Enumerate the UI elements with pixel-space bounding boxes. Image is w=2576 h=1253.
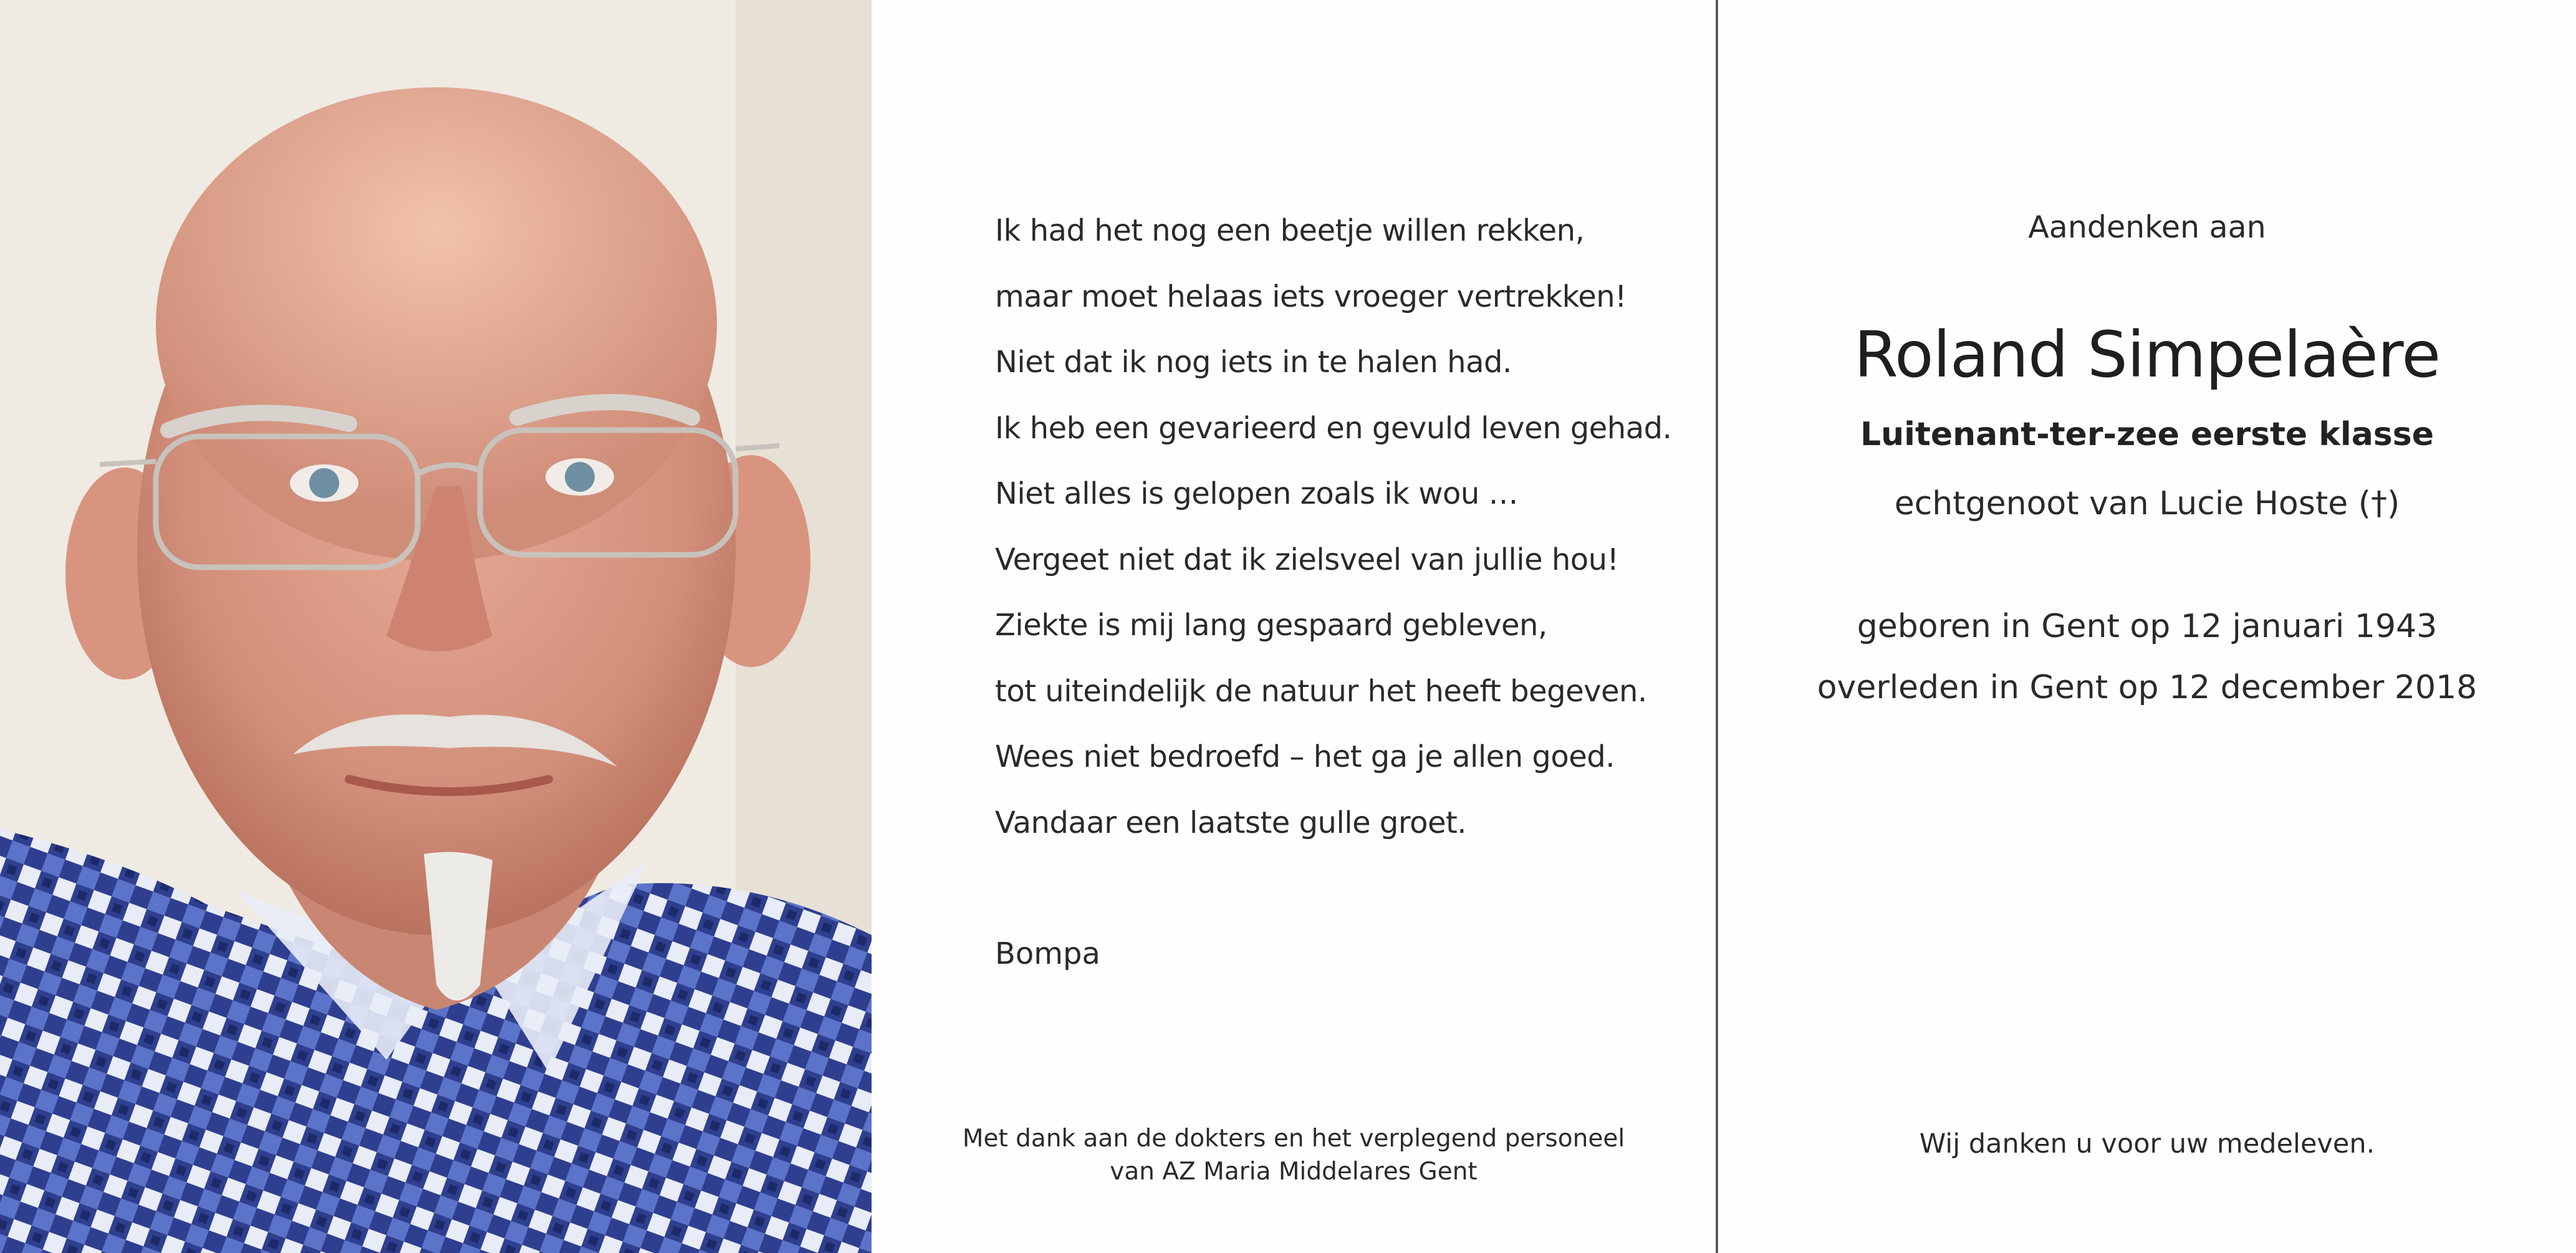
spouse-line: echtgenoot van Lucie Hoste (†) — [1894, 485, 2400, 522]
poem-line: Ik heb een gevarieerd en gevuld leven gehad. — [995, 410, 1672, 446]
birth-line: geboren in Gent op 12 januari 1943 — [1857, 608, 2438, 645]
poem-signature: Bompa — [995, 936, 1100, 971]
thanks-doctors-line: Met dank aan de dokters en het verplegend personeel — [962, 1125, 1625, 1153]
poem-line: Ik had het nog een beetje willen rekken, — [995, 213, 1585, 248]
portrait-photo — [0, 0, 872, 1253]
poem-line: tot uiteindelijk de natuur het heeft begeven. — [995, 673, 1647, 709]
memorial-panel — [1718, 0, 2576, 1253]
death-line: overleden in Gent op 12 december 2018 — [1817, 669, 2477, 706]
thanks-sympathy: Wij danken u voor uw medeleven. — [1919, 1128, 2375, 1159]
remember-heading: Aandenken aan — [2028, 209, 2266, 245]
poem-line: Vandaar een laatste gulle groet. — [995, 805, 1467, 840]
thanks-doctors — [872, 1122, 1716, 1188]
poem-line: Ziekte is mij lang gespaard gebleven, — [995, 608, 1547, 643]
poem-line: Niet alles is gelopen zoals ik wou … — [995, 476, 1518, 511]
poem-line: Wees niet bedroefd – het ga je allen goed. — [995, 739, 1615, 774]
poem — [995, 198, 1671, 856]
poem-panel — [872, 0, 1716, 1253]
poem-line: maar moet helaas iets vroeger vertrekken! — [995, 279, 1627, 314]
deceased-name: Roland Simpelaère — [1853, 318, 2441, 392]
poem-line: Niet dat ik nog iets in te halen had. — [995, 345, 1512, 380]
poem-line: Vergeet niet dat ik zielsveel van jullie hou! — [995, 542, 1619, 577]
military-rank: Luitenant-ter-zee eerste klasse — [1860, 416, 2434, 453]
thanks-doctors-line: van AZ Maria Middelares Gent — [1110, 1158, 1478, 1186]
